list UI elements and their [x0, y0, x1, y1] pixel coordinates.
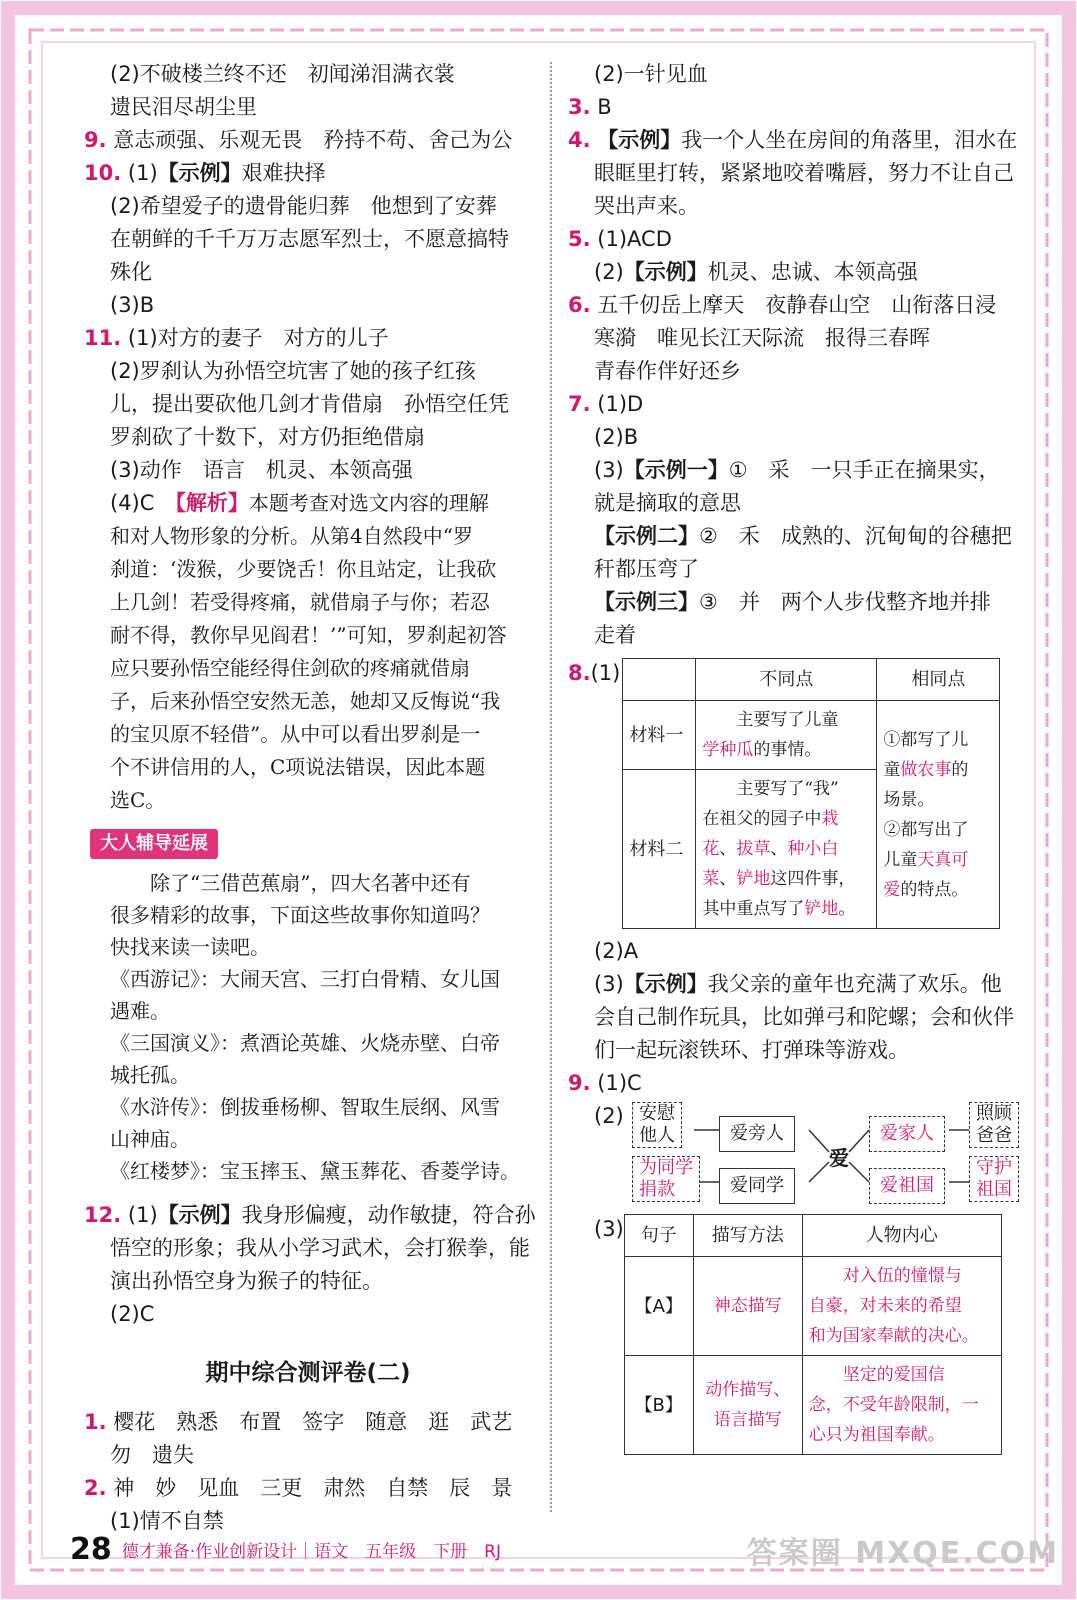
answer-line: (2)A — [594, 939, 639, 963]
cell-text: 念，不受年龄限制，一 — [808, 1395, 979, 1415]
answer-line: 遗民泪尽胡尘里 — [110, 95, 257, 119]
answer-text: (4)C — [110, 491, 155, 515]
question-number: 11. — [84, 326, 122, 350]
table-cell — [696, 770, 877, 929]
answer-text: 我身形偏瘦，动作敏捷，符合孙 — [241, 1203, 536, 1227]
section-title: 期中综合测评卷(二) — [205, 1360, 411, 1386]
answer-text: (1)对方的妻子 对方的儿子 — [127, 326, 389, 350]
analysis-line: 耐不得，教你早见阎君！’”可知，罗刹起初答 — [110, 623, 507, 647]
answer-text: 樱花 熟悉 布置 签字 随意 逛 武艺 — [113, 1410, 513, 1434]
row-label: 材料一 — [623, 701, 696, 770]
cell-text: 、 — [719, 839, 737, 859]
extension-box — [84, 867, 532, 1187]
cell-text-highlight: 铲地 — [804, 899, 839, 919]
category-node: 爱祖国 — [869, 1168, 945, 1204]
category-node: 爱同学 — [719, 1168, 795, 1204]
example-tag: 【示例二】 — [594, 524, 699, 548]
answer-text: 我父亲的童年也充满了欢乐。他 — [707, 972, 1002, 996]
cell-text-highlight: 爱 — [883, 879, 901, 900]
column-divider — [550, 62, 552, 1512]
cell-text: 主要写了“我” — [702, 779, 839, 799]
answer-text: (1)C — [597, 1071, 642, 1095]
answer-line: 就是摘取的意思 — [594, 491, 741, 515]
cell-text: 动作描写、 — [705, 1380, 791, 1400]
cell-text: 对入伍的憧憬与 — [808, 1266, 962, 1286]
table-corner — [623, 659, 696, 701]
answer-line: 青春作伴好还乡 — [594, 359, 741, 383]
question-number: 6. — [568, 293, 591, 317]
right-column — [568, 58, 1028, 1455]
analysis-line: 个不讲信用的人，C项说法错误，因此本题 — [110, 755, 486, 779]
description-table — [624, 1214, 1002, 1455]
example-tag: 【示例三】 — [594, 590, 699, 614]
cell-text: 这四件事， — [770, 869, 856, 889]
cell-text-highlight: 栽 — [821, 809, 839, 829]
node-text: 他人 — [639, 1125, 675, 1146]
example-tag: 【示例】 — [597, 128, 682, 152]
answer-text: 神 妙 见血 三更 肃然 自禁 辰 景 — [113, 1476, 513, 1500]
question-number: 7. — [568, 392, 591, 416]
answer-line: (3)B — [110, 293, 155, 317]
cell-text: 、 — [719, 869, 737, 889]
table-cell — [693, 1356, 802, 1455]
question-number: 3. — [568, 95, 591, 119]
node-text: 捐款 — [639, 1179, 675, 1200]
row-label: 【B】 — [624, 1356, 693, 1455]
sub-number: (1) — [127, 161, 158, 185]
answer-text: 艰难抉择 — [241, 161, 326, 185]
answer-text: ③ 并 两个人步伐整齐地并排 — [699, 590, 991, 614]
extension-line: 《西游记》：大闹天宫、三打白骨精、女儿国 — [110, 967, 500, 991]
answer-line: (3)动作 语言 机灵、本领高强 — [110, 458, 413, 482]
cell-text-highlight: 拔草 — [736, 839, 771, 859]
answer-line: (2)不破楼兰终不还 初闻涕泪满衣裳 — [110, 62, 455, 86]
answer-text: 五千仞岳上摩天 夜静春山空 山衔落日浸 — [597, 293, 997, 317]
sub-number: (1) — [127, 1203, 158, 1227]
extension-line: 很多精彩的故事，下面这些故事你知道吗？ — [110, 903, 490, 927]
cell-text: 在祖父的园子中 — [702, 809, 822, 829]
answer-text: ① 采 一只手正在摘果实， — [728, 458, 1000, 482]
mind-map — [594, 1100, 1028, 1210]
example-tag: 【示例一】 — [623, 458, 729, 482]
extension-line: 《水浒传》：倒拔垂杨柳、智取生辰纲、风雪 — [110, 1095, 500, 1119]
category-node: 爱家人 — [869, 1116, 945, 1152]
sub-number: (2) — [594, 260, 624, 284]
answer-line: 儿，提出要砍他几剑才肯借扇 孙悟空任凭 — [110, 392, 509, 416]
cell-text: 童 — [883, 759, 901, 780]
cell-text: 的特点。 — [900, 879, 969, 900]
answer-line: 走着 — [594, 623, 636, 647]
answer-text: (1)ACD — [597, 227, 672, 251]
answer-line: 眼眶里打转，紧紧地咬着嘴唇，努力不让自己 — [594, 161, 1014, 185]
outcome-node — [632, 1102, 682, 1148]
cell-text: 的事情。 — [753, 740, 822, 760]
cell-text: ①都写了儿 — [883, 729, 969, 750]
analysis-line: 和对人物形象的分析。从第4自然段中“罗 — [110, 524, 473, 548]
answer-line: 罗刹砍了十数下，对方仍拒绝借扇 — [110, 425, 425, 449]
answer-line: 们一起玩滚铁环、打弹珠等游戏。 — [594, 1038, 909, 1062]
row-label: 【A】 — [624, 1257, 693, 1356]
question-number: 1. — [84, 1410, 107, 1434]
table-cell — [696, 701, 877, 770]
row-label: 材料二 — [623, 770, 696, 929]
answer-line: (2)罗刹认为孙悟空坑害了她的孩子红孩 — [110, 359, 476, 383]
question-number: 12. — [84, 1203, 122, 1227]
answer-line: (2)希望爱子的遗骨能归葬 他想到了安葬 — [110, 194, 497, 218]
center-node: 爱 — [829, 1146, 849, 1170]
answer-text: 意志顽强、乐观无畏 矜持不苟、舍己为公 — [113, 128, 513, 152]
question-number: 4. — [568, 128, 591, 152]
node-text: 守护 — [976, 1157, 1012, 1178]
cell-text-highlight: 铲地 — [736, 869, 771, 889]
question-number: 9. — [568, 1071, 591, 1095]
sub-number: (3) — [594, 458, 624, 482]
outcome-node — [969, 1102, 1019, 1148]
question-number: 8. — [568, 661, 591, 685]
answer-line: (2)B — [594, 425, 639, 449]
table-cell — [802, 1257, 1001, 1356]
table-header: 句子 — [624, 1215, 693, 1257]
analysis-line: 刹道：‘泼猴，少要饶舌！你且站定，让我砍 — [110, 557, 497, 581]
page-number: 28 — [70, 1532, 112, 1567]
question-number: 10. — [84, 161, 122, 185]
extension-line: 《三国演义》：煮酒论英雄、火烧赤壁、白帝 — [110, 1031, 500, 1055]
cell-text: 场景。 — [883, 789, 935, 810]
node-text: 安慰 — [639, 1103, 675, 1124]
watermark: 答案圈 MXQE.COM — [746, 1536, 1059, 1571]
answer-line: 会自己制作玩具，比如弹弓和陀螺；会和伙伴 — [594, 1005, 1014, 1029]
answer-line: 悟空的形象；我从小学习武术，会打猴拳，能 — [110, 1236, 530, 1260]
table-header: 不同点 — [696, 659, 877, 701]
cell-text: 和为国家奉献的决心。 — [808, 1326, 979, 1346]
analysis-line: 上几剑！若受得疼痛，就借扇子与你；若忍 — [110, 590, 490, 614]
extension-line: 除了“三借芭蕉扇”，四大名著中还有 — [110, 871, 471, 895]
page-footer — [70, 1532, 501, 1567]
answer-text: 我一个人坐在房间的角落里，泪水在 — [681, 128, 1018, 152]
answer-line: (2)C — [110, 1302, 155, 1326]
example-tag: 【示例】 — [157, 161, 242, 185]
outcome-node — [969, 1156, 1019, 1202]
left-column — [84, 58, 536, 1538]
sub-number: (3) — [594, 1217, 624, 1241]
cell-text: ②都写出了 — [883, 819, 969, 840]
cell-text-highlight: 种小白 — [787, 839, 839, 859]
book-title: 德才兼备·作业创新设计｜语文 五年级 下册 RJ — [121, 1542, 501, 1562]
cell-text: 自豪，对未来的希望 — [808, 1296, 962, 1316]
outcome-node — [632, 1156, 700, 1202]
analysis-line: 的宝贝原不轻借”。从中可以看出罗刹是一 — [110, 722, 481, 746]
node-text: 祖国 — [976, 1179, 1012, 1200]
answer-line: 勿 遗失 — [110, 1443, 194, 1467]
cell-text: 坚定的爱国信 — [808, 1365, 945, 1385]
answer-line: 寒漪 唯见长江天际流 报得三春晖 — [594, 326, 930, 350]
question-number: 9. — [84, 128, 107, 152]
analysis-line: 应只要孙悟空能经得住剑砍的疼痛就借扇 — [110, 656, 470, 680]
cell-text: 儿童 — [883, 849, 918, 870]
cell-text: 主要写了儿童 — [702, 710, 839, 730]
question-number: 5. — [568, 227, 591, 251]
answer-line: (2)一针见血 — [594, 62, 708, 86]
sub-number: (2) — [594, 1104, 624, 1128]
extension-line: 《红楼梦》：宝玉摔玉、黛玉葬花、香菱学诗。 — [110, 1159, 520, 1183]
cell-text-highlight: 花 — [702, 839, 720, 859]
table-cell: 神态描写 — [693, 1257, 802, 1356]
node-text: 为同学 — [639, 1157, 693, 1178]
cell-text: 心只为祖国奉献。 — [808, 1425, 945, 1445]
cell-text: 其中重点写了 — [702, 899, 805, 919]
category-node: 爱旁人 — [719, 1116, 795, 1152]
table-header: 人物内心 — [802, 1215, 1001, 1257]
table-cell — [802, 1356, 1001, 1455]
answer-text: 机灵、忠诚、本领高强 — [707, 260, 918, 284]
sub-number: (1) — [590, 661, 621, 685]
answer-line: 哭出声来。 — [594, 194, 699, 218]
answer-line: 在朝鲜的千千万万志愿军烈士，不愿意搞特 — [110, 227, 509, 251]
node-text: 爸爸 — [976, 1125, 1012, 1146]
answer-line: 秆都压弯了 — [594, 557, 699, 581]
example-tag: 【示例】 — [623, 972, 708, 996]
cell-text: 语言描写 — [713, 1410, 782, 1430]
extension-line: 城托孤。 — [110, 1063, 190, 1087]
analysis-text: 本题考查对选文内容的理解 — [248, 491, 489, 515]
extension-banner: 大人辅导延展 — [90, 829, 218, 859]
table-cell — [877, 701, 1000, 929]
cell-text: 、 — [770, 839, 788, 859]
extension-line: 快找来读一读吧。 — [110, 935, 270, 959]
cell-text: 的 — [951, 759, 969, 780]
analysis-line: 选C。 — [110, 788, 166, 812]
answer-line: 演出孙悟空身为猴子的特征。 — [110, 1269, 383, 1293]
sub-number: (3) — [594, 972, 624, 996]
answer-text: ② 禾 成熟的、沉甸甸的谷穗把 — [699, 524, 1012, 548]
cell-text: 。 — [838, 899, 856, 919]
extension-line: 山神庙。 — [110, 1127, 190, 1151]
cell-text-highlight: 做农事 — [900, 759, 952, 780]
answer-text: B — [597, 95, 612, 119]
cell-text-highlight: 天真可 — [917, 849, 969, 870]
extension-line: 遇难。 — [110, 999, 170, 1023]
analysis-tag: 【解析】 — [175, 491, 249, 515]
table-header: 相同点 — [877, 659, 1000, 701]
answer-line: (1)情不自禁 — [110, 1509, 224, 1533]
answer-text: (1)D — [597, 392, 644, 416]
node-text: 照顾 — [976, 1103, 1012, 1124]
question-number: 2. — [84, 1476, 107, 1500]
analysis-line: 子，后来孙悟空安然无恙，她却又反悔说“我 — [110, 689, 501, 713]
example-tag: 【示例】 — [623, 260, 708, 284]
cell-text-highlight: 菜 — [702, 869, 720, 889]
example-tag: 【示例】 — [157, 1203, 242, 1227]
table-header: 描写方法 — [693, 1215, 802, 1257]
answer-line: 殊化 — [110, 260, 152, 284]
cell-text-highlight: 学种瓜 — [702, 740, 754, 760]
comparison-table — [622, 658, 1000, 929]
